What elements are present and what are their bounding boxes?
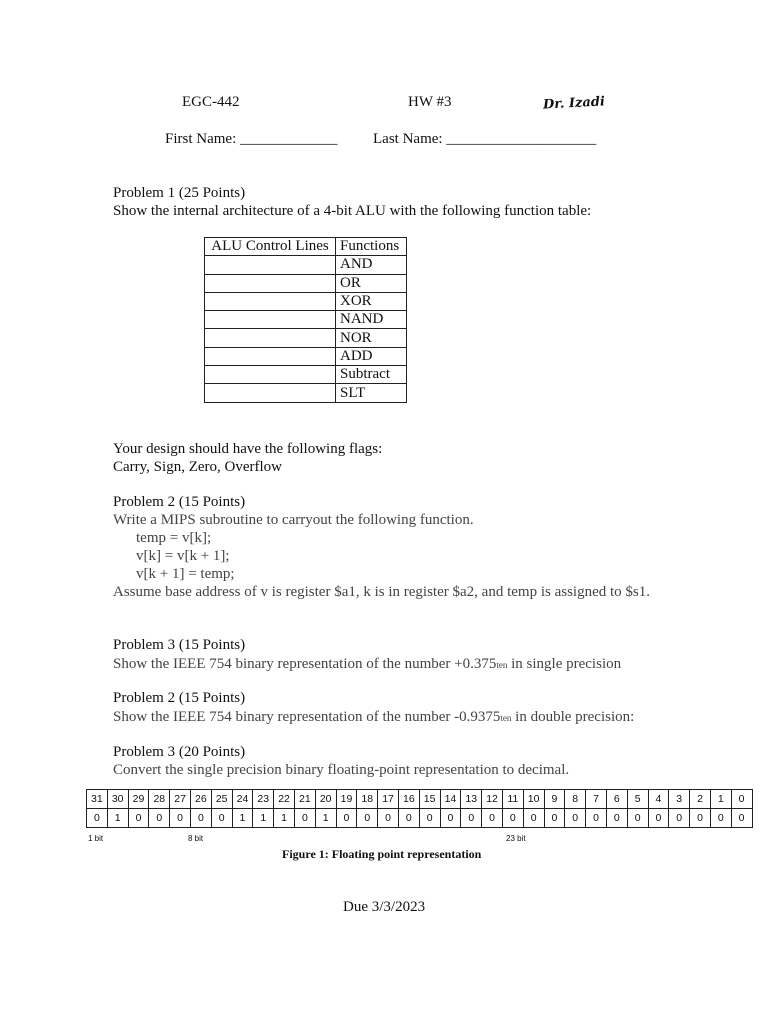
bit-position-cell: 17: [378, 790, 399, 809]
alu-function-cell: AND: [336, 256, 407, 274]
sign-bit-label: 1 bit: [88, 834, 104, 843]
problem2-title: Problem 2 (15 Points): [113, 494, 246, 510]
bit-value-cell: 1: [232, 809, 253, 828]
bit-value-cell: 0: [523, 809, 544, 828]
bit-value-row: [87, 809, 753, 828]
bit-position-cell: 31: [87, 790, 108, 809]
alu-function-cell: SLT: [336, 384, 407, 402]
fraction-bits-label: 23 bit: [506, 834, 526, 843]
bit-value-cell: 0: [544, 809, 565, 828]
bit-value-cell: 0: [690, 809, 711, 828]
flags-intro: Your design should have the following flags:: [113, 441, 383, 457]
alu-function-cell: Subtract: [336, 366, 407, 384]
problem3-desc-main: Show the IEEE 754 binary representation of the number +0.375: [113, 656, 497, 672]
bit-value-cell: 0: [502, 809, 523, 828]
bit-position-cell: 5: [627, 790, 648, 809]
alu-function-cell: OR: [336, 274, 407, 292]
bit-position-cell: 11: [502, 790, 523, 809]
bit-position-cell: 12: [482, 790, 503, 809]
hw-title: HW #3: [408, 94, 452, 110]
bit-position-cell: 3: [669, 790, 690, 809]
instructor-signature: Dr. Izadi: [542, 94, 606, 113]
bit-value-cell: 0: [731, 809, 752, 828]
problem4-desc-main: Show the IEEE 754 binary representation of the number -0.9375: [113, 709, 501, 725]
bit-value-cell: 0: [419, 809, 440, 828]
bit-value-cell: 0: [648, 809, 669, 828]
bit-position-cell: 1: [710, 790, 731, 809]
code-line: v[k] = v[k + 1];: [136, 548, 230, 564]
bit-value-cell: 0: [606, 809, 627, 828]
bit-position-cell: 24: [232, 790, 253, 809]
problem1-title: Problem 1 (25 Points): [113, 185, 246, 201]
due-date: Due 3/3/2023: [343, 899, 426, 915]
bit-position-cell: 25: [211, 790, 232, 809]
bit-position-cell: 16: [398, 790, 419, 809]
bit-value-cell: 1: [315, 809, 336, 828]
bit-table: [86, 789, 753, 828]
bit-value-cell: 0: [440, 809, 461, 828]
alu-control-cell: [205, 292, 336, 310]
code-line: v[k + 1] = temp;: [136, 566, 235, 582]
alu-function-cell: NOR: [336, 329, 407, 347]
bit-value-cell: 0: [357, 809, 378, 828]
problem3-desc-tail: in single precision: [507, 656, 622, 672]
bit-position-cell: 14: [440, 790, 461, 809]
bit-position-cell: 22: [274, 790, 295, 809]
bit-position-cell: 0: [731, 790, 752, 809]
bit-position-cell: 15: [419, 790, 440, 809]
last-name-field: Last Name: ____________________: [373, 131, 597, 147]
bit-position-cell: 29: [128, 790, 149, 809]
alu-control-cell: [205, 366, 336, 384]
problem3-subscript: ten: [496, 660, 508, 670]
bit-value-cell: 0: [669, 809, 690, 828]
figure-caption: Figure 1: Floating point representation: [282, 847, 482, 861]
bit-position-cell: 7: [586, 790, 607, 809]
alu-header-functions: Functions: [336, 238, 407, 256]
problem3-desc: [113, 656, 621, 673]
bit-position-cell: 9: [544, 790, 565, 809]
bit-position-cell: 27: [170, 790, 191, 809]
code-line: temp = v[k];: [136, 530, 212, 546]
bit-position-cell: 6: [606, 790, 627, 809]
bit-value-cell: 0: [170, 809, 191, 828]
bit-position-cell: 20: [315, 790, 336, 809]
bit-position-cell: 13: [461, 790, 482, 809]
bit-position-cell: 28: [149, 790, 170, 809]
problem4-desc: [113, 709, 634, 726]
bit-value-cell: 1: [107, 809, 128, 828]
bit-value-cell: 0: [482, 809, 503, 828]
bit-value-cell: 0: [627, 809, 648, 828]
bit-value-cell: 0: [398, 809, 419, 828]
bit-value-cell: 0: [336, 809, 357, 828]
alu-control-cell: [205, 311, 336, 329]
bit-value-cell: 1: [253, 809, 274, 828]
problem5-title: Problem 3 (20 Points): [113, 744, 246, 760]
bit-position-cell: 30: [107, 790, 128, 809]
bit-value-cell: 0: [710, 809, 731, 828]
flags-list: Carry, Sign, Zero, Overflow: [113, 459, 282, 475]
bit-value-cell: 0: [378, 809, 399, 828]
bit-value-cell: 0: [461, 809, 482, 828]
bit-value-cell: 0: [565, 809, 586, 828]
problem4-title: Problem 2 (15 Points): [113, 690, 246, 706]
problem4-subscript: ten: [500, 713, 512, 723]
bit-position-cell: 4: [648, 790, 669, 809]
bit-position-cell: 10: [523, 790, 544, 809]
alu-control-cell: [205, 256, 336, 274]
alu-control-cell: [205, 347, 336, 365]
bit-value-cell: 0: [190, 809, 211, 828]
alu-function-cell: XOR: [336, 292, 407, 310]
problem4-desc-tail: in double precision:: [511, 709, 635, 725]
bit-value-cell: 0: [211, 809, 232, 828]
exponent-bits-label: 8 bit: [188, 834, 204, 843]
bit-value-cell: 1: [274, 809, 295, 828]
alu-header-control: ALU Control Lines: [205, 238, 336, 256]
problem3-title: Problem 3 (15 Points): [113, 637, 246, 653]
course-code: EGC-442: [182, 94, 240, 110]
bit-value-cell: 0: [149, 809, 170, 828]
alu-control-cell: [205, 329, 336, 347]
bit-position-cell: 19: [336, 790, 357, 809]
alu-control-cell: [205, 274, 336, 292]
bit-position-cell: 2: [690, 790, 711, 809]
bit-position-row: [87, 790, 753, 809]
bit-position-cell: 23: [253, 790, 274, 809]
bit-value-cell: 0: [128, 809, 149, 828]
first-name-field: First Name: _____________: [165, 131, 338, 147]
alu-control-cell: [205, 384, 336, 402]
problem2-note: Assume base address of v is register $a1, k is in register $a2, and temp is assigned to $s1.: [113, 584, 650, 600]
bit-position-cell: 21: [294, 790, 315, 809]
alu-function-table: [204, 237, 407, 403]
bit-position-cell: 8: [565, 790, 586, 809]
bit-value-cell: 0: [586, 809, 607, 828]
problem2-desc: Write a MIPS subroutine to carryout the following function.: [113, 512, 474, 528]
problem5-desc: Convert the single precision binary floating-point representation to decimal.: [113, 762, 570, 778]
alu-function-cell: ADD: [336, 347, 407, 365]
bit-value-cell: 0: [87, 809, 108, 828]
bit-value-cell: 0: [294, 809, 315, 828]
problem1-desc: Show the internal architecture of a 4-bit ALU with the following function table:: [113, 203, 592, 219]
alu-function-cell: NAND: [336, 311, 407, 329]
bit-position-cell: 18: [357, 790, 378, 809]
bit-position-cell: 26: [190, 790, 211, 809]
